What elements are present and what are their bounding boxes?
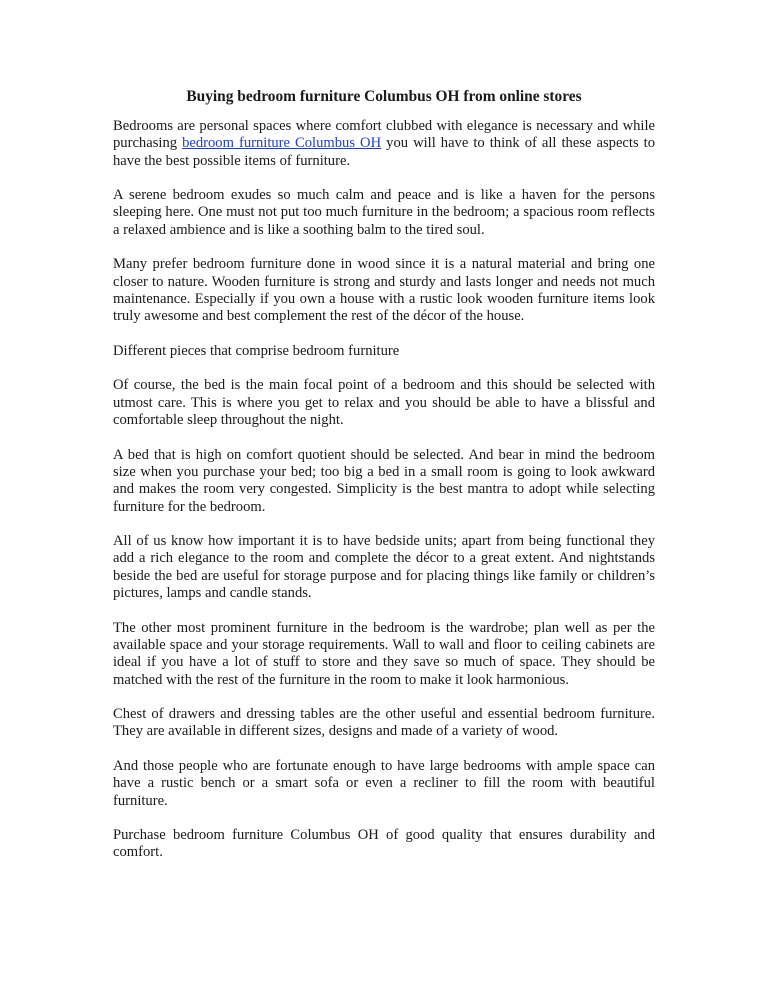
intro-paragraph <box>113 118 655 170</box>
paragraph-bed-comfort: A bed that is high on comfort quotient should be selected. And bear in mind the bedroom size when you purchase your bed; too big a bed in a small room is going to look awkward and makes the room very congested. Simplicity is the best mantra to adopt while selecting furniture for the bedroom. <box>113 446 655 515</box>
paragraph-wardrobe: The other most prominent furniture in the bedroom is the wardrobe; plan well as per the available space and your storage requirements. Wall to wall and floor to ceiling cabinets are ideal if you have a lot of stuff to store and they save so much of space. They should be matched with the rest of the furniture in the room to make it look harmonious. <box>113 619 655 688</box>
paragraph-purchase: Purchase bedroom furniture Columbus OH of good quality that ensures durability and comfort. <box>113 827 655 861</box>
intro-text-before-link: Bedrooms are personal spaces where comfort clubbed with elegance is necessary and while purchasing <box>113 118 655 152</box>
paragraph-bedside-units: All of us know how important it is to have bedside units; apart from being functional they add a rich elegance to the room and complete the décor to a great extent. And nightstands beside the bed are useful for storage purpose and for placing things like family or children’s pictures, lamps and candle stands. <box>113 533 655 602</box>
paragraph-large-bedrooms: And those people who are fortunate enough to have large bedrooms with ample space can have a rustic bench or a smart sofa or even a recliner to fill the room with beautiful furniture. <box>113 757 655 809</box>
paragraph-wood-furniture: Many prefer bedroom furniture done in wood since it is a natural material and bring one closer to nature. Wooden furniture is strong and sturdy and lasts longer and needs not much maintenance. Especially if you own a house with a rustic look wooden furniture items look truly awesome and best complement the rest of the décor of the house. <box>113 256 655 325</box>
paragraph-serene-bedroom: A serene bedroom exudes so much calm and peace and is like a haven for the persons sleeping here. One must not put too much furniture in the bedroom; a spacious room reflects a relaxed ambience and is like a soothing balm to the tired soul. <box>113 187 655 238</box>
section-heading-pieces: Different pieces that comprise bedroom furniture <box>113 342 400 359</box>
document-body <box>113 88 655 879</box>
document-title: Buying bedroom furniture Columbus OH from online stores <box>186 88 582 105</box>
paragraph-chest-of-drawers: Chest of drawers and dressing tables are the other useful and essential bedroom furniture. They are available in different sizes, designs and made of a variety of wood. <box>113 706 655 740</box>
bedroom-furniture-link[interactable]: bedroom furniture Columbus OH <box>182 135 382 152</box>
intro-text-after-link: you will have to think of all these aspects to have the best possible items of furniture. <box>113 135 656 169</box>
paragraph-bed-focal-point: Of course, the bed is the main focal point of a bedroom and this should be selected with utmost care. This is where you get to relax and you should be able to have a blissful and comfortable sleep throughout the night. <box>113 377 655 429</box>
